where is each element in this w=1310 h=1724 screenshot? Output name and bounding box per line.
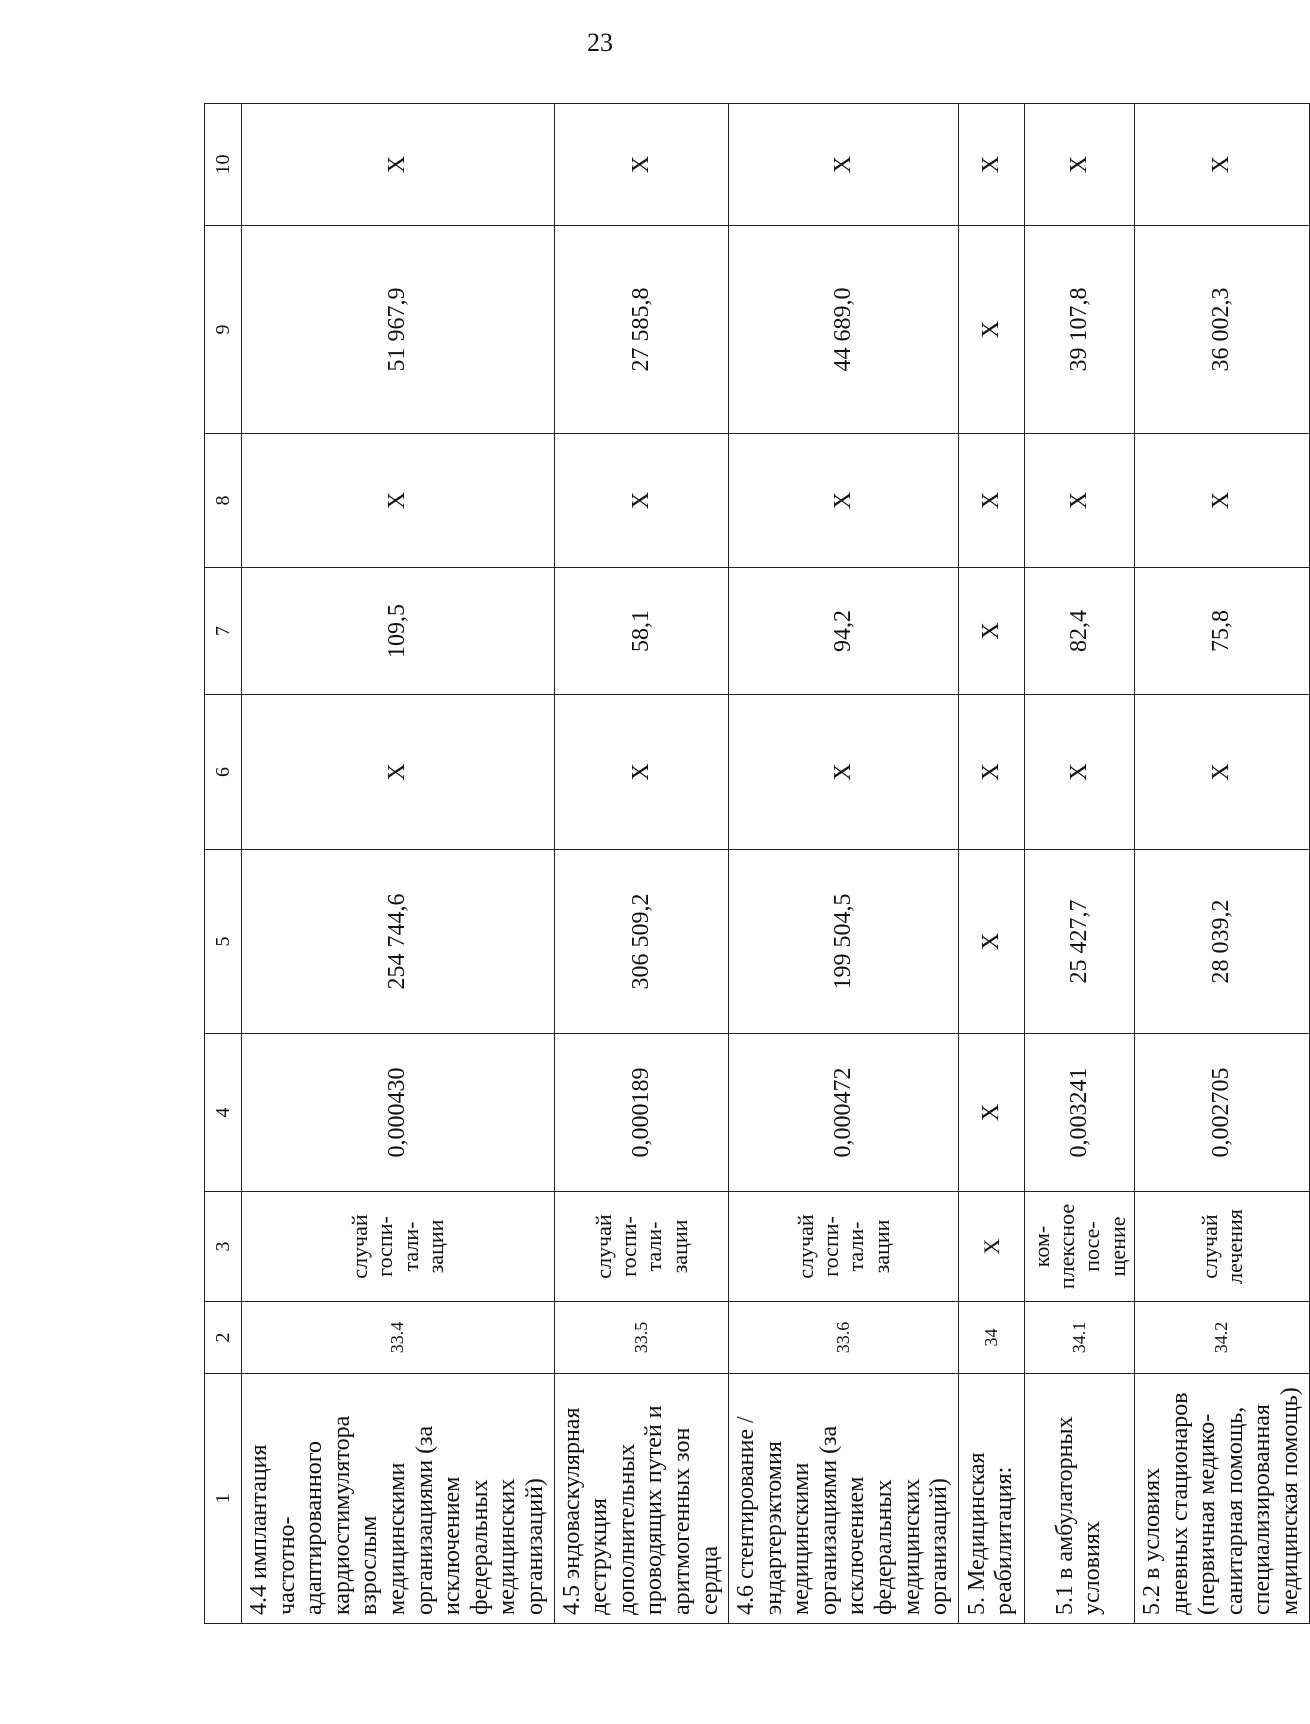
cell-col8: Х (1135, 434, 1310, 568)
data-table (204, 103, 1310, 1624)
cell-col10: Х (958, 104, 1024, 226)
row-name: 4.6 стентирование / эндартерэктомия медицинскими организациями (за исключением федеральных медицинских организаций) (729, 1374, 959, 1624)
header-cell: 7 (205, 568, 242, 695)
row-unit: случай госпи-тали-зации (729, 1192, 959, 1302)
header-cell: 10 (205, 104, 242, 226)
cell-col7: Х (958, 568, 1024, 695)
cell-col9: 36 002,3 (1135, 226, 1310, 434)
row-code: 33.5 (554, 1302, 729, 1374)
header-cell: 5 (205, 850, 242, 1034)
cell-col6: Х (958, 695, 1024, 850)
cell-col6: Х (1024, 695, 1134, 850)
cell-col9: Х (958, 226, 1024, 434)
cell-col8: Х (958, 434, 1024, 568)
header-cell: 2 (205, 1302, 242, 1374)
cell-col10: Х (242, 104, 555, 226)
cell-col9: 44 689,0 (729, 226, 959, 434)
row-unit: случай лечения (1135, 1192, 1310, 1302)
cell-col9: 39 107,8 (1024, 226, 1134, 434)
table-row (242, 104, 555, 1624)
cell-col8: Х (729, 434, 959, 568)
row-name: 5. Медицинская реабилитация: (958, 1374, 1024, 1624)
cell-col8: Х (554, 434, 729, 568)
row-code: 34 (958, 1302, 1024, 1374)
cell-col5: 28 039,2 (1135, 850, 1310, 1034)
header-row (205, 104, 242, 1624)
cell-col7: 109,5 (242, 568, 555, 695)
table-row (1024, 104, 1134, 1624)
row-unit: случай госпи-тали-зации (554, 1192, 729, 1302)
row-name: 5.1 в амбулаторных условиях (1024, 1374, 1134, 1624)
row-code: 34.2 (1135, 1302, 1310, 1374)
cell-col4: 0,002705 (1135, 1034, 1310, 1192)
cell-col7: 94,2 (729, 568, 959, 695)
header-cell: 1 (205, 1374, 242, 1624)
cell-col6: Х (554, 695, 729, 850)
cell-col4: 0,000189 (554, 1034, 729, 1192)
header-cell: 6 (205, 695, 242, 850)
header-cell: 8 (205, 434, 242, 568)
header-cell: 4 (205, 1034, 242, 1192)
cell-col6: Х (729, 695, 959, 850)
cell-col7: 82,4 (1024, 568, 1134, 695)
row-name: 5.2 в условиях дневных стационаров (первичная медико-санитарная помощь, специализированная медицинская помощь) (1135, 1374, 1310, 1624)
header-cell: 3 (205, 1192, 242, 1302)
cell-col8: Х (1024, 434, 1134, 568)
table-row (958, 104, 1024, 1624)
cell-col6: Х (1135, 695, 1310, 850)
cell-col9: 27 585,8 (554, 226, 729, 434)
cell-col5: 199 504,5 (729, 850, 959, 1034)
row-code: 33.6 (729, 1302, 959, 1374)
cell-col4: 0,003241 (1024, 1034, 1134, 1192)
row-unit: Х (958, 1192, 1024, 1302)
row-code: 34.1 (1024, 1302, 1134, 1374)
cell-col10: Х (729, 104, 959, 226)
table-row (554, 104, 729, 1624)
header-cell: 9 (205, 226, 242, 434)
table-row (729, 104, 959, 1624)
cell-col5: Х (958, 850, 1024, 1034)
cell-col9: 51 967,9 (242, 226, 555, 434)
row-code: 33.4 (242, 1302, 555, 1374)
cell-col10: Х (1135, 104, 1310, 226)
table-row (1135, 104, 1310, 1624)
cell-col4: 0,000430 (242, 1034, 555, 1192)
cell-col5: 306 509,2 (554, 850, 729, 1034)
row-name: 4.5 эндоваскулярная деструкция дополнительных проводящих путей и аритмогенных зон сердца (554, 1374, 729, 1624)
cell-col7: 75,8 (1135, 568, 1310, 695)
page-number: 23 (587, 28, 613, 57)
cell-col6: Х (242, 695, 555, 850)
cell-col10: Х (554, 104, 729, 226)
cell-col4: 0,000472 (729, 1034, 959, 1192)
cell-col5: 25 427,7 (1024, 850, 1134, 1034)
cell-col4: Х (958, 1034, 1024, 1192)
row-name: 4.4 имплантация частотно-адаптированного кардиостимулятора взрослым медицинскими организациями (за исключением федеральных медицинских организаций) (242, 1374, 555, 1624)
cell-col7: 58,1 (554, 568, 729, 695)
cell-col10: Х (1024, 104, 1134, 226)
cell-col5: 254 744,6 (242, 850, 555, 1034)
cell-col8: Х (242, 434, 555, 568)
rotated-table-container (204, 104, 1303, 1624)
row-unit: ком-плексное посе-щение (1024, 1192, 1134, 1302)
row-unit: случай госпи-тали-зации (242, 1192, 555, 1302)
